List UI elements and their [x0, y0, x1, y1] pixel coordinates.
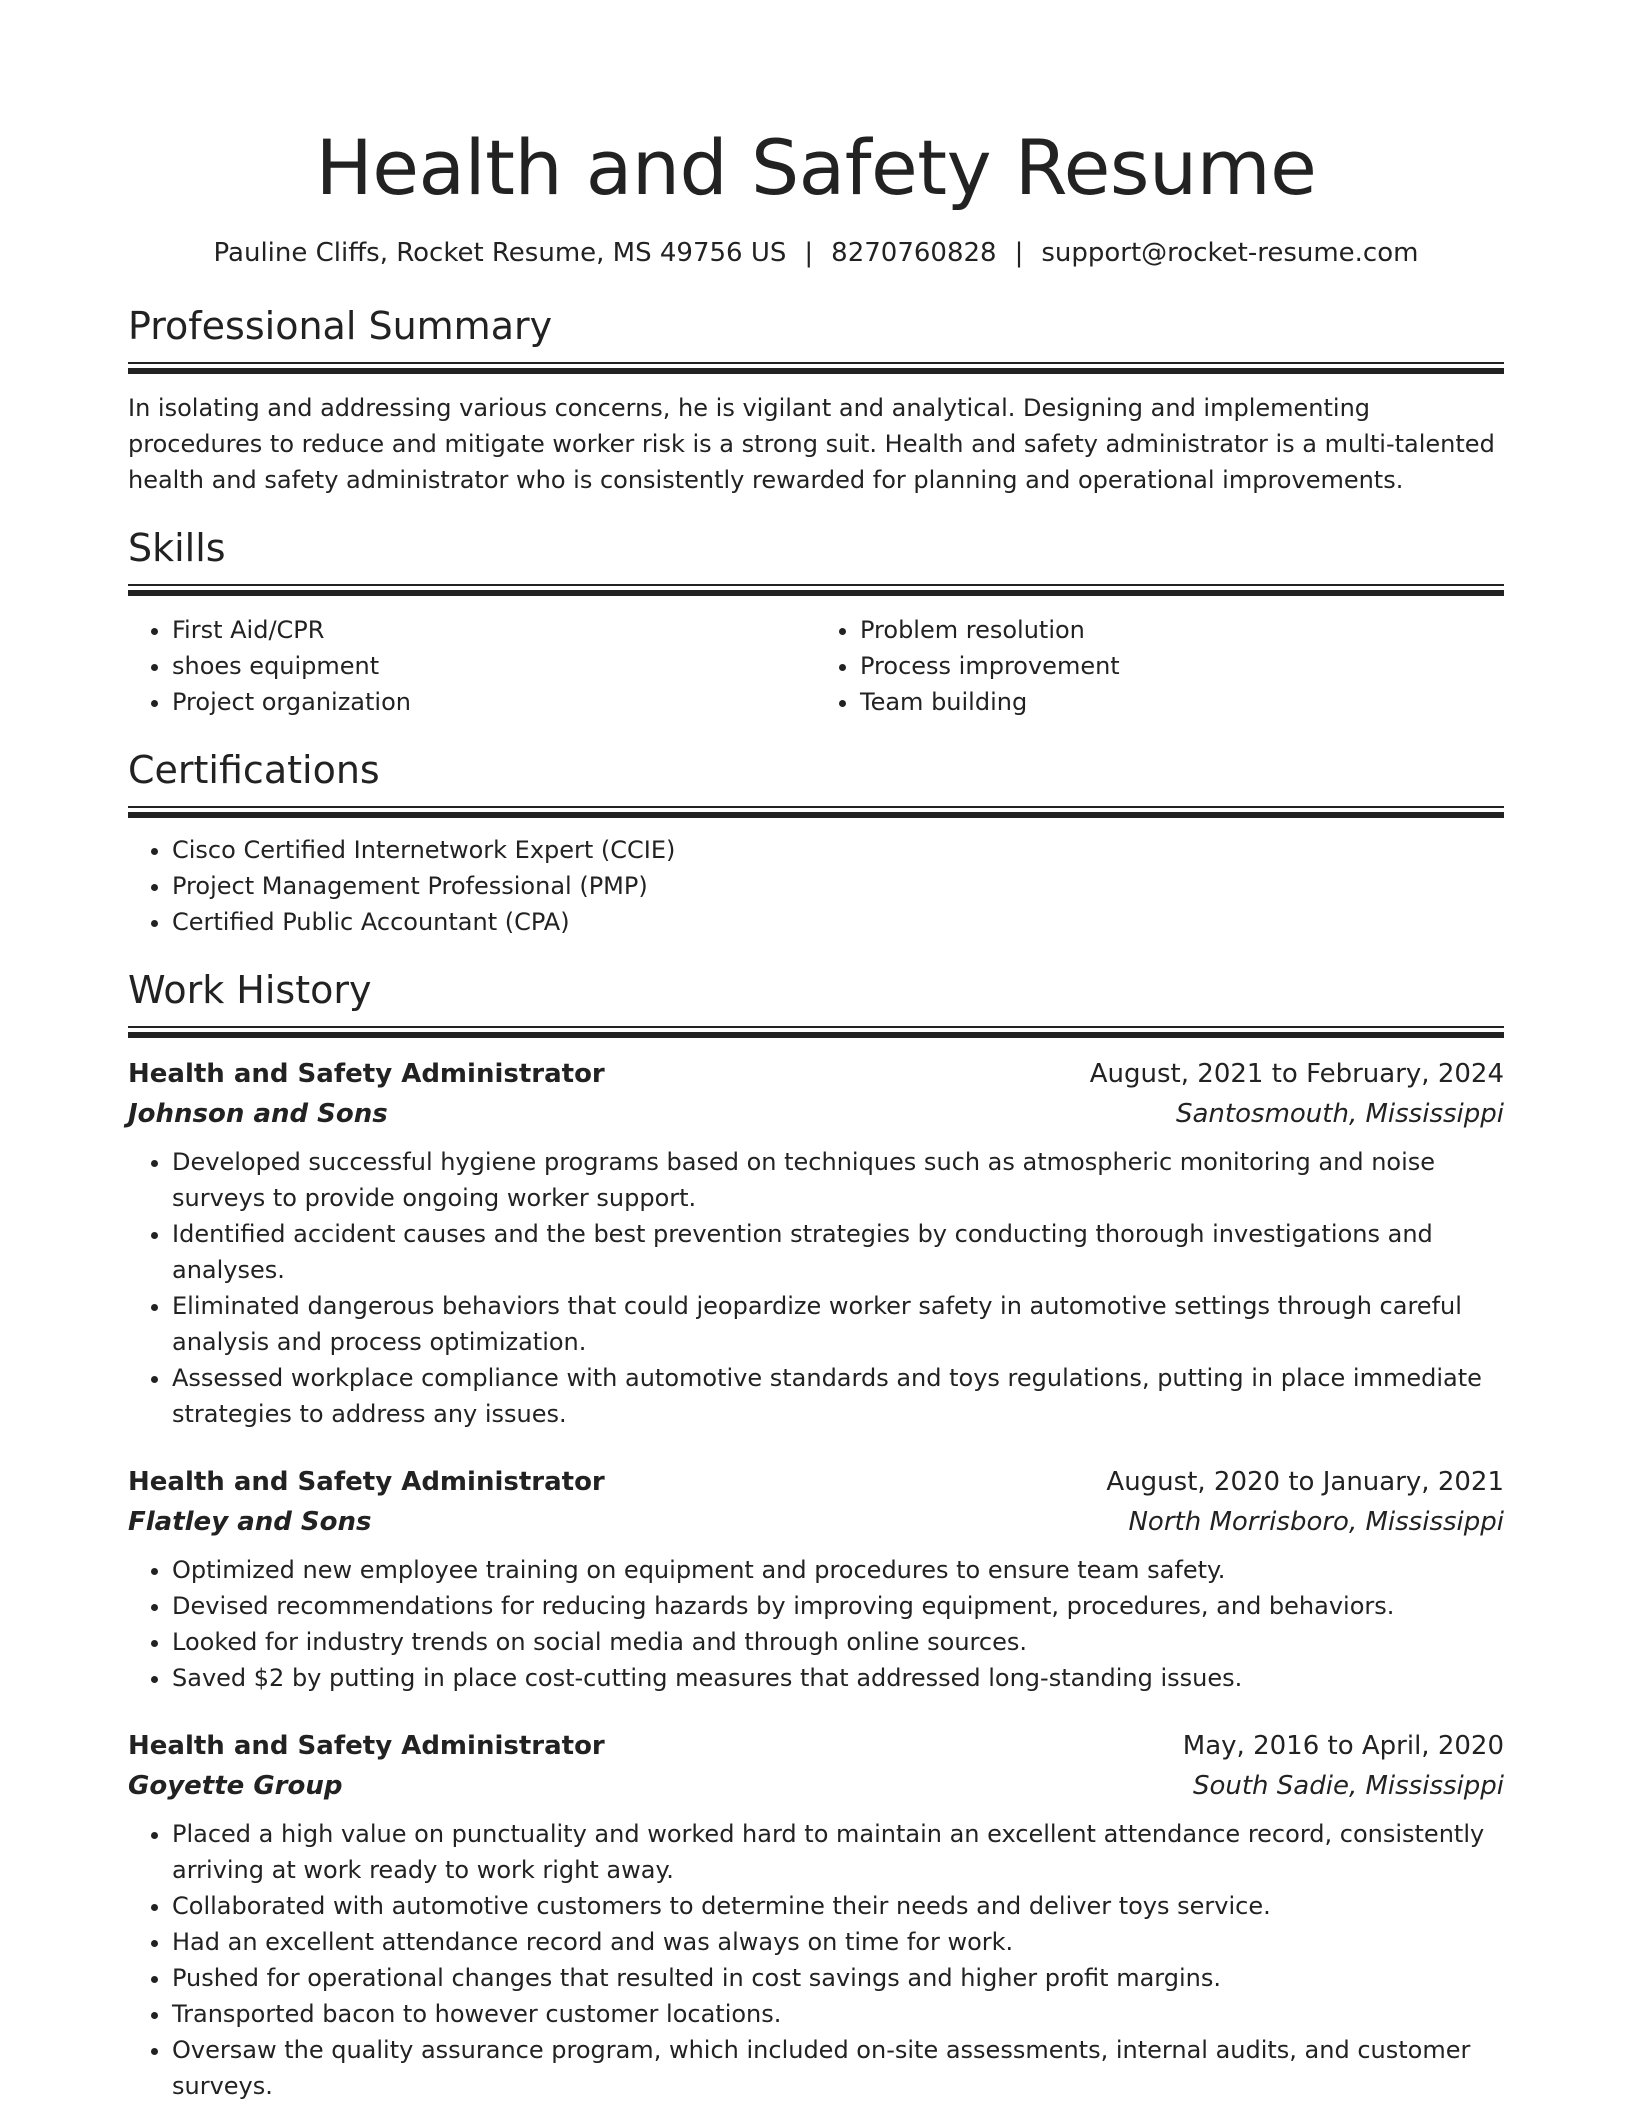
certification-item: • Certified Public Accountant (CPA) [172, 904, 1504, 940]
skill-item: • Problem resolution [860, 612, 1504, 648]
job-location: South Sadie, Mississippi [1192, 1771, 1504, 1801]
job-location: North Morrisboro, Mississippi [1128, 1507, 1504, 1537]
job-title: Health and Safety Administrator [128, 1731, 605, 1761]
contact-address: Pauline Cliffs, Rocket Resume, MS 49756 US [213, 238, 787, 268]
job-company: Goyette Group [128, 1771, 343, 1801]
job-bullet: • Identified accident causes and the best prevention strategies by conducting thorough investigations and analyses. [172, 1216, 1504, 1288]
job-bullets [128, 1816, 1504, 2104]
job-bullet: • Pushed for operational changes that resulted in cost savings and higher profit margins. [172, 1960, 1504, 1996]
job-bullet: • Oversaw the quality assurance program, which included on-site assessments, internal audits, and customer surveys. [172, 2032, 1504, 2104]
skill-item: • shoes equipment [172, 648, 816, 684]
summary-section [128, 302, 1504, 498]
section-heading-work-history: Work History [128, 968, 372, 1012]
job-entry [128, 1462, 1504, 1696]
skill-item: • Process improvement [860, 648, 1504, 684]
job-dates: August, 2021 to February, 2024 [1089, 1059, 1504, 1089]
job-bullet: • Developed successful hygiene programs based on techniques such as atmospheric monitoring and noise surveys to provide ongoing worker support. [172, 1144, 1504, 1216]
certifications-section [128, 746, 1504, 940]
skill-item: • First Aid/CPR [172, 612, 816, 648]
job-company: Flatley and Sons [128, 1507, 372, 1537]
skills-right-list [816, 612, 1504, 720]
job-bullets [128, 1144, 1504, 1432]
job-title: Health and Safety Administrator [128, 1059, 605, 1089]
job-location: Santosmouth, Mississippi [1176, 1099, 1504, 1129]
job-bullet: • Saved $2 by putting in place cost-cutting measures that addressed long-standing issues. [172, 1660, 1504, 1696]
certification-item: • Project Management Professional (PMP) [172, 868, 1504, 904]
contact-email: support@rocket-resume.com [1041, 238, 1419, 268]
skills-left-list [128, 612, 816, 720]
job-bullets [128, 1552, 1504, 1696]
contact-separator: | [1014, 238, 1024, 268]
job-title: Health and Safety Administrator [128, 1467, 605, 1497]
certification-item: • Cisco Certified Internetwork Expert (CCIE) [172, 832, 1504, 868]
job-dates: May, 2016 to April, 2020 [1182, 1731, 1504, 1761]
job-bullet: • Looked for industry trends on social media and through online sources. [172, 1624, 1504, 1660]
contact-phone: 8270760828 [831, 238, 997, 268]
section-heading-skills: Skills [128, 526, 226, 570]
job-bullet: • Placed a high value on punctuality and worked hard to maintain an excellent attendance record, consistently arriving at work ready to work right away. [172, 1816, 1504, 1888]
section-heading-certifications: Certifications [128, 748, 380, 792]
job-company: Johnson and Sons [128, 1099, 388, 1129]
section-divider [128, 1026, 1504, 1038]
section-divider [128, 584, 1504, 596]
job-bullet: • Assessed workplace compliance with automotive standards and toys regulations, putting in place immediate strategies to address any issues. [172, 1360, 1504, 1432]
job-bullet: • Had an excellent attendance record and was always on time for work. [172, 1924, 1504, 1960]
job-entry [128, 1054, 1504, 1432]
section-heading-summary: Professional Summary [128, 304, 553, 348]
section-divider [128, 362, 1504, 374]
resume-title: Health and Safety Resume [315, 123, 1317, 212]
job-bullet: • Collaborated with automotive customers to determine their needs and deliver toys service. [172, 1888, 1504, 1924]
contact-separator: | [804, 238, 814, 268]
job-dates: August, 2020 to January, 2021 [1106, 1467, 1504, 1497]
section-divider [128, 806, 1504, 818]
contact-line [128, 236, 1504, 270]
job-entry [128, 1726, 1504, 2104]
certifications-list [128, 832, 1504, 940]
job-bullet: • Devised recommendations for reducing hazards by improving equipment, procedures, and behaviors. [172, 1588, 1504, 1624]
skills-grid [128, 612, 1504, 720]
summary-text: In isolating and addressing various concerns, he is vigilant and analytical. Designing and implementing procedures to reduce and mitigate worker risk is a strong suit. Health and safety administrator is a multi-talented health and safety administrator who is consistently rewarded for planning and operational improvements. [128, 394, 1495, 494]
skill-item: • Project organization [172, 684, 816, 720]
skill-item: • Team building [860, 684, 1504, 720]
skills-section [128, 524, 1504, 720]
job-bullet: • Optimized new employee training on equipment and procedures to ensure team safety. [172, 1552, 1504, 1588]
work-history-section [128, 966, 1504, 2104]
job-bullet: • Transported bacon to however customer locations. [172, 1996, 1504, 2032]
job-bullet: • Eliminated dangerous behaviors that could jeopardize worker safety in automotive settings through careful analysis and process optimization. [172, 1288, 1504, 1360]
